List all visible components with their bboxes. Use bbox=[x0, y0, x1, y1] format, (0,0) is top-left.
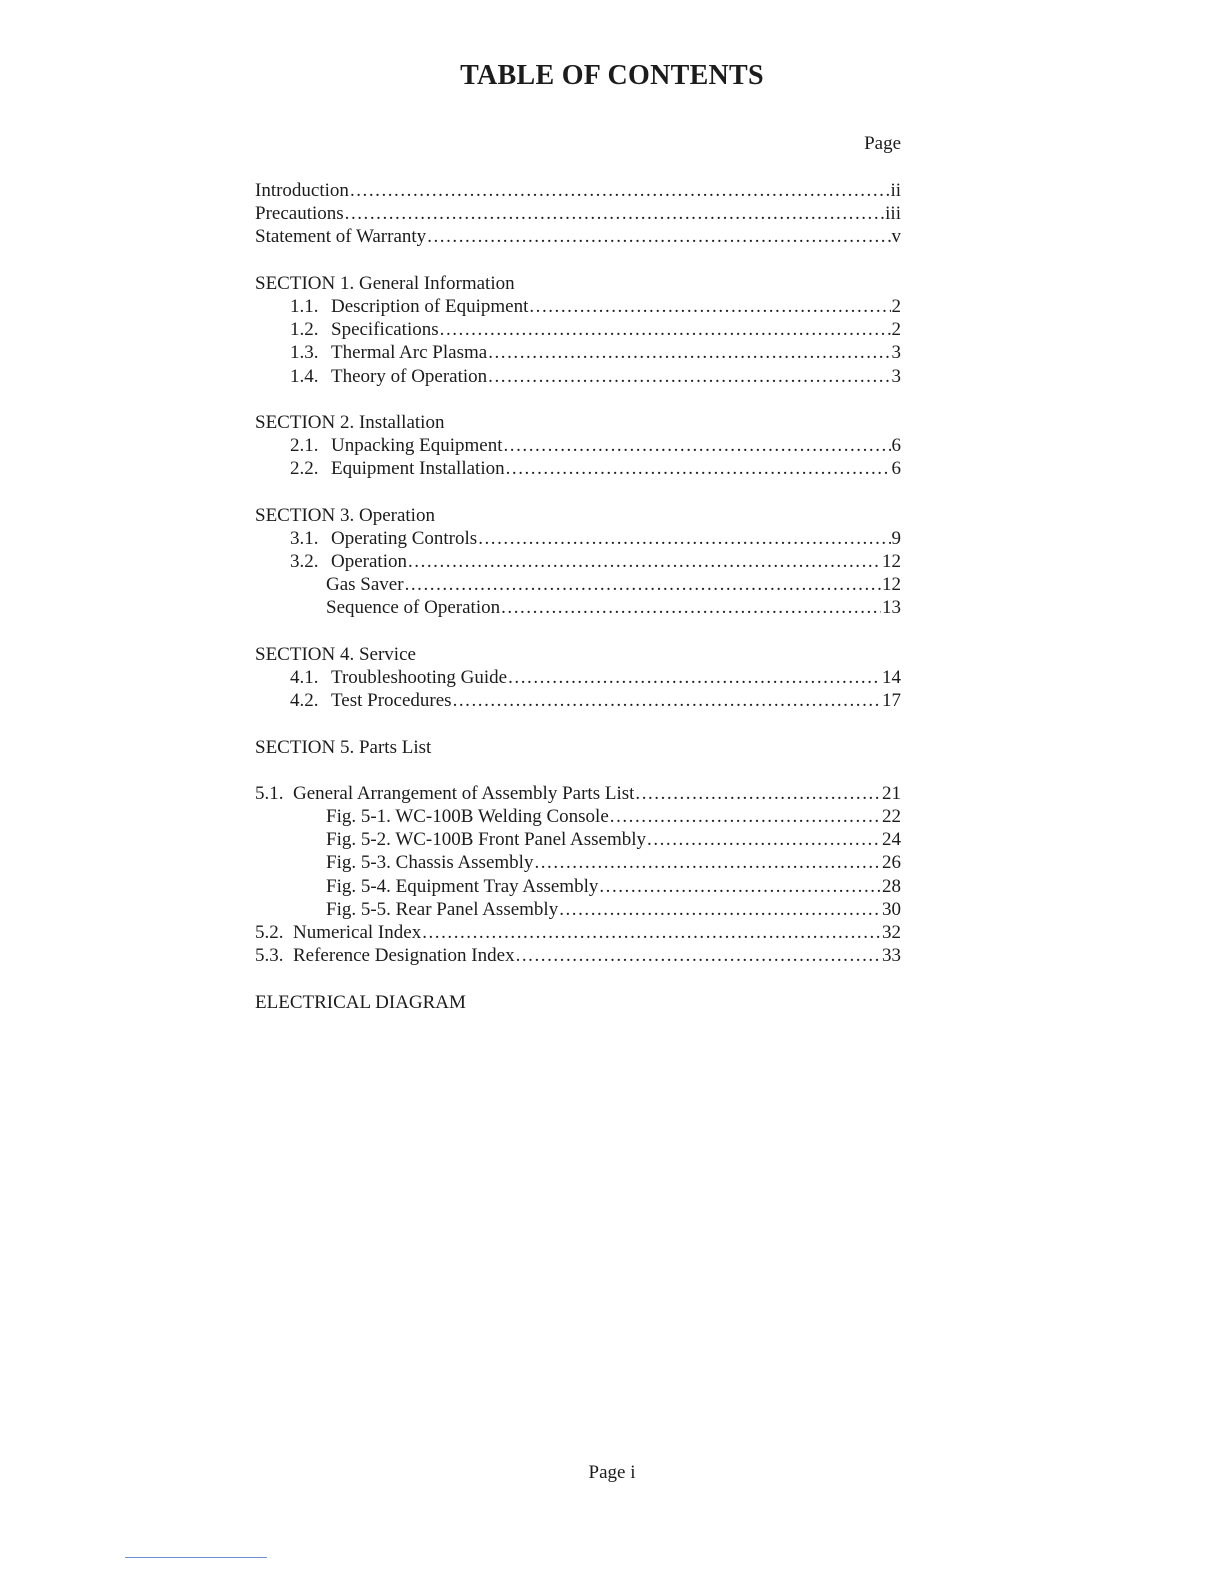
toc-entry-number: 1.1. bbox=[290, 295, 319, 317]
toc-entry-1-2 bbox=[255, 318, 901, 341]
toc-entry-page: 3 bbox=[891, 342, 901, 364]
toc-entry-label: General Arrangement of Assembly Parts List bbox=[293, 782, 635, 804]
dot-leader bbox=[610, 805, 881, 828]
toc-entry-label: Specifications bbox=[331, 319, 439, 341]
dot-leader bbox=[529, 295, 890, 318]
toc-entry-page: 33 bbox=[882, 945, 901, 967]
section-2-heading: SECTION 2. Installation bbox=[255, 411, 445, 433]
toc-entry-label: Numerical Index bbox=[293, 922, 422, 943]
toc-entry-1-1 bbox=[255, 295, 901, 318]
toc-entry-precautions bbox=[255, 202, 901, 225]
toc-entry-page: 6 bbox=[891, 458, 901, 480]
toc-figure-5-4 bbox=[255, 875, 901, 898]
dot-leader bbox=[508, 666, 881, 689]
toc-entry-page: 12 bbox=[882, 551, 901, 572]
table-of-contents bbox=[255, 179, 901, 1014]
dot-leader bbox=[599, 875, 881, 898]
toc-entry-3-1 bbox=[255, 527, 901, 550]
dot-leader bbox=[506, 457, 891, 480]
toc-entry-page: 21 bbox=[882, 782, 901, 804]
toc-entry-2-2 bbox=[255, 457, 901, 480]
toc-entry-page: 3 bbox=[891, 365, 901, 387]
toc-entry-label: Reference Designation Index bbox=[293, 945, 515, 967]
toc-entry-label: Gas Saver bbox=[326, 574, 404, 596]
toc-entry-label: Troubleshooting Guide bbox=[331, 666, 508, 688]
toc-entry-page: 14 bbox=[882, 666, 901, 688]
toc-entry-page: 9 bbox=[891, 527, 901, 549]
toc-entry-label: Equipment Installation bbox=[331, 458, 505, 480]
toc-entry-number: 5.1. bbox=[255, 782, 284, 804]
toc-entry-label: Test Procedures bbox=[331, 690, 452, 712]
toc-entry-introduction bbox=[255, 179, 901, 202]
toc-entry-label: Thermal Arc Plasma bbox=[331, 342, 488, 364]
toc-entry-warranty bbox=[255, 225, 901, 248]
toc-entry-number: 5.2. bbox=[255, 922, 284, 943]
toc-entry-page: 28 bbox=[882, 875, 901, 897]
dot-leader bbox=[559, 898, 881, 921]
toc-figure-5-5 bbox=[255, 898, 901, 921]
dot-leader bbox=[427, 225, 890, 248]
dot-leader bbox=[488, 365, 890, 388]
toc-entry-label: Fig. 5-3. Chassis Assembly bbox=[326, 852, 534, 874]
page-number-footer: Page i bbox=[588, 1462, 636, 1483]
toc-entry-number: 2.1. bbox=[290, 435, 319, 457]
toc-figure-5-1 bbox=[255, 805, 901, 828]
dot-leader bbox=[534, 851, 881, 874]
toc-entry-number: 1.3. bbox=[290, 342, 319, 364]
toc-entry-4-1 bbox=[255, 666, 901, 689]
toc-entry-label: Fig. 5-5. Rear Panel Assembly bbox=[326, 898, 559, 920]
toc-entry-page: 17 bbox=[882, 690, 901, 712]
electrical-diagram-heading: ELECTRICAL DIAGRAM bbox=[255, 991, 466, 1013]
toc-entry-label: Fig. 5-1. WC-100B Welding Console bbox=[326, 806, 609, 828]
toc-entry-1-4 bbox=[255, 365, 901, 388]
toc-entry-page: 6 bbox=[891, 435, 901, 457]
toc-subentry-sequence bbox=[255, 596, 901, 619]
toc-entry-number: 2.2. bbox=[290, 458, 319, 480]
toc-entry-number: 1.2. bbox=[290, 319, 319, 341]
dot-leader bbox=[350, 179, 890, 202]
toc-entry-number: 1.4. bbox=[290, 365, 319, 387]
toc-entry-label: Precautions bbox=[255, 203, 344, 225]
dot-leader bbox=[504, 434, 891, 457]
dot-leader bbox=[440, 318, 891, 341]
toc-entry-number: 4.1. bbox=[290, 666, 319, 688]
toc-entry-page: iii bbox=[885, 203, 901, 225]
toc-entry-page: v bbox=[891, 226, 901, 248]
toc-entry-page: 32 bbox=[882, 922, 901, 943]
toc-entry-number: 3.2. bbox=[290, 551, 319, 572]
dot-leader bbox=[453, 689, 881, 712]
dot-leader bbox=[345, 202, 885, 225]
scan-edge-line bbox=[125, 1557, 267, 1558]
toc-figure-5-2 bbox=[255, 828, 901, 851]
dot-leader bbox=[405, 573, 881, 596]
toc-entry-label: Fig. 5-2. WC-100B Front Panel Assembly bbox=[326, 829, 647, 851]
dot-leader bbox=[422, 921, 881, 944]
page-column-header: Page bbox=[864, 133, 901, 154]
toc-entry-2-1 bbox=[255, 434, 901, 457]
dot-leader bbox=[501, 596, 881, 619]
dot-leader bbox=[647, 828, 881, 851]
toc-entry-4-2 bbox=[255, 689, 901, 712]
toc-entry-5-1 bbox=[255, 782, 901, 805]
toc-entry-label: Theory of Operation bbox=[331, 365, 488, 387]
toc-entry-page: 2 bbox=[891, 295, 901, 317]
toc-entry-page: 12 bbox=[882, 574, 901, 596]
toc-entry-number: 4.2. bbox=[290, 690, 319, 712]
toc-entry-label: Statement of Warranty bbox=[255, 226, 427, 248]
toc-entry-page: 22 bbox=[882, 806, 901, 828]
toc-entry-3-2 bbox=[255, 550, 901, 573]
dot-leader bbox=[478, 527, 890, 550]
toc-entry-label: Introduction bbox=[255, 180, 349, 201]
document-title: TABLE OF CONTENTS bbox=[460, 60, 764, 91]
dot-leader bbox=[516, 944, 881, 967]
toc-entry-1-3 bbox=[255, 341, 901, 364]
section-3-heading: SECTION 3. Operation bbox=[255, 504, 435, 526]
toc-entry-5-3 bbox=[255, 944, 901, 967]
section-4-heading: SECTION 4. Service bbox=[255, 643, 416, 665]
toc-entry-page: 26 bbox=[882, 852, 901, 874]
toc-entry-page: 2 bbox=[891, 319, 901, 341]
dot-leader bbox=[408, 550, 881, 573]
section-1-heading: SECTION 1. General Information bbox=[255, 272, 515, 294]
toc-entry-page: 13 bbox=[882, 597, 901, 619]
toc-entry-label: Fig. 5-4. Equipment Tray Assembly bbox=[326, 875, 599, 897]
dot-leader bbox=[635, 782, 881, 805]
toc-entry-label: Unpacking Equipment bbox=[331, 435, 503, 457]
section-5-heading: SECTION 5. Parts List bbox=[255, 736, 432, 758]
toc-entry-page: 24 bbox=[882, 829, 901, 851]
toc-subentry-gas-saver bbox=[255, 573, 901, 596]
toc-entry-page: 30 bbox=[882, 898, 901, 920]
toc-entry-label: Sequence of Operation bbox=[326, 597, 501, 619]
toc-figure-5-3 bbox=[255, 851, 901, 874]
toc-entry-label: Operation bbox=[331, 551, 407, 572]
toc-entry-page: ii bbox=[890, 180, 901, 201]
toc-entry-label: Operating Controls bbox=[331, 527, 478, 549]
toc-entry-number: 3.1. bbox=[290, 527, 319, 549]
dot-leader bbox=[488, 341, 890, 364]
toc-entry-label: Description of Equipment bbox=[331, 295, 529, 317]
toc-entry-5-2 bbox=[255, 921, 901, 944]
toc-entry-number: 5.3. bbox=[255, 945, 284, 967]
